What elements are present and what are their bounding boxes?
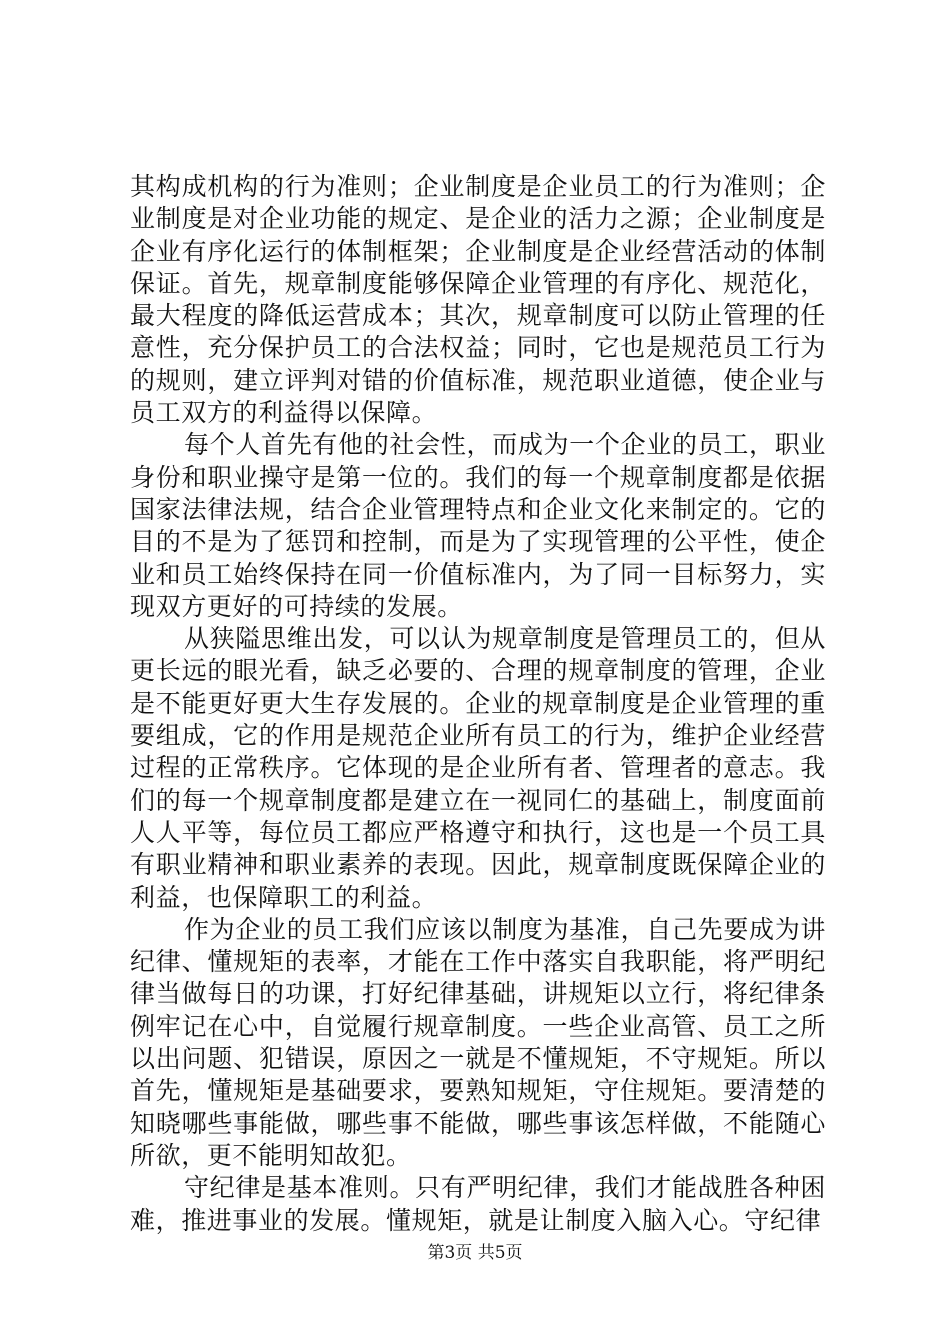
paragraph-4: 作为企业的员工我们应该以制度为基准，自己先要成为讲纪律、懂规矩的表率，才能在工作中落实自我职能，将严明纪律当做每日的功课，打好纪律基础，讲规矩以立行，将纪律条例牢记在心中，自觉履行规章制度。一些企业高管、员工之所以出问题、犯错误，原因之一就是不懂规矩，不守规矩。所以首先，懂规矩是基础要求，要熟知规矩，守住规矩。要清楚的知晓哪些事能做，哪些事不能做，哪些事该怎样做，不能随心所欲，更不能明知故犯。 (130, 914, 826, 1170)
page-number-footer: 第3页 共5页 (427, 1243, 523, 1263)
paragraph-3: 从狭隘思维出发，可以认为规章制度是管理员工的，但从更长远的眼光看，缺乏必要的、合理的规章制度的管理，企业是不能更好更大生存发展的。企业的规章制度是企业管理的重要组成，它的作用是规范企业所有员工的行为，维护企业经营过程的正常秩序。它体现的是企业所有者、管理者的意志。我们的每一个规章制度都是建立在一视同仁的基础上，制度面前人人平等，每位员工都应严格遵守和执行，这也是一个员工具有职业精神和职业素养的表现。因此，规章制度既保障企业的利益，也保障职工的利益。 (130, 624, 826, 912)
paragraph-5: 守纪律是基本准则。只有严明纪律，我们才能战胜各种困难，推进事业的发展。懂规矩，就是让制度入脑入心。守纪律 (130, 1173, 826, 1235)
paragraph-2: 每个人首先有他的社会性，而成为一个企业的员工，职业身份和职业操守是第一位的。我们的每一个规章制度都是依据国家法律法规，结合企业管理特点和企业文化来制定的。它的目的不是为了惩罚和控制，而是为了实现管理的公平性，使企业和员工始终保持在同一价值标准内，为了同一目标努力，实现双方更好的可持续的发展。 (130, 430, 826, 621)
paragraph-1: 其构成机构的行为准则；企业制度是企业员工的行为准则；企业制度是对企业功能的规定、是企业的活力之源；企业制度是企业有序化运行的体制框架；企业制度是企业经营活动的体制保证。首先，规章制度能够保障企业管理的有序化、规范化，最大程度的降低运营成本；其次，规章制度可以防止管理的任意性，充分保护员工的合法权益；同时，它也是规范员工行为的规则，建立评判对错的价值标准，规范职业道德，使企业与员工双方的利益得以保障。 (130, 172, 826, 428)
document-body (130, 171, 826, 1237)
